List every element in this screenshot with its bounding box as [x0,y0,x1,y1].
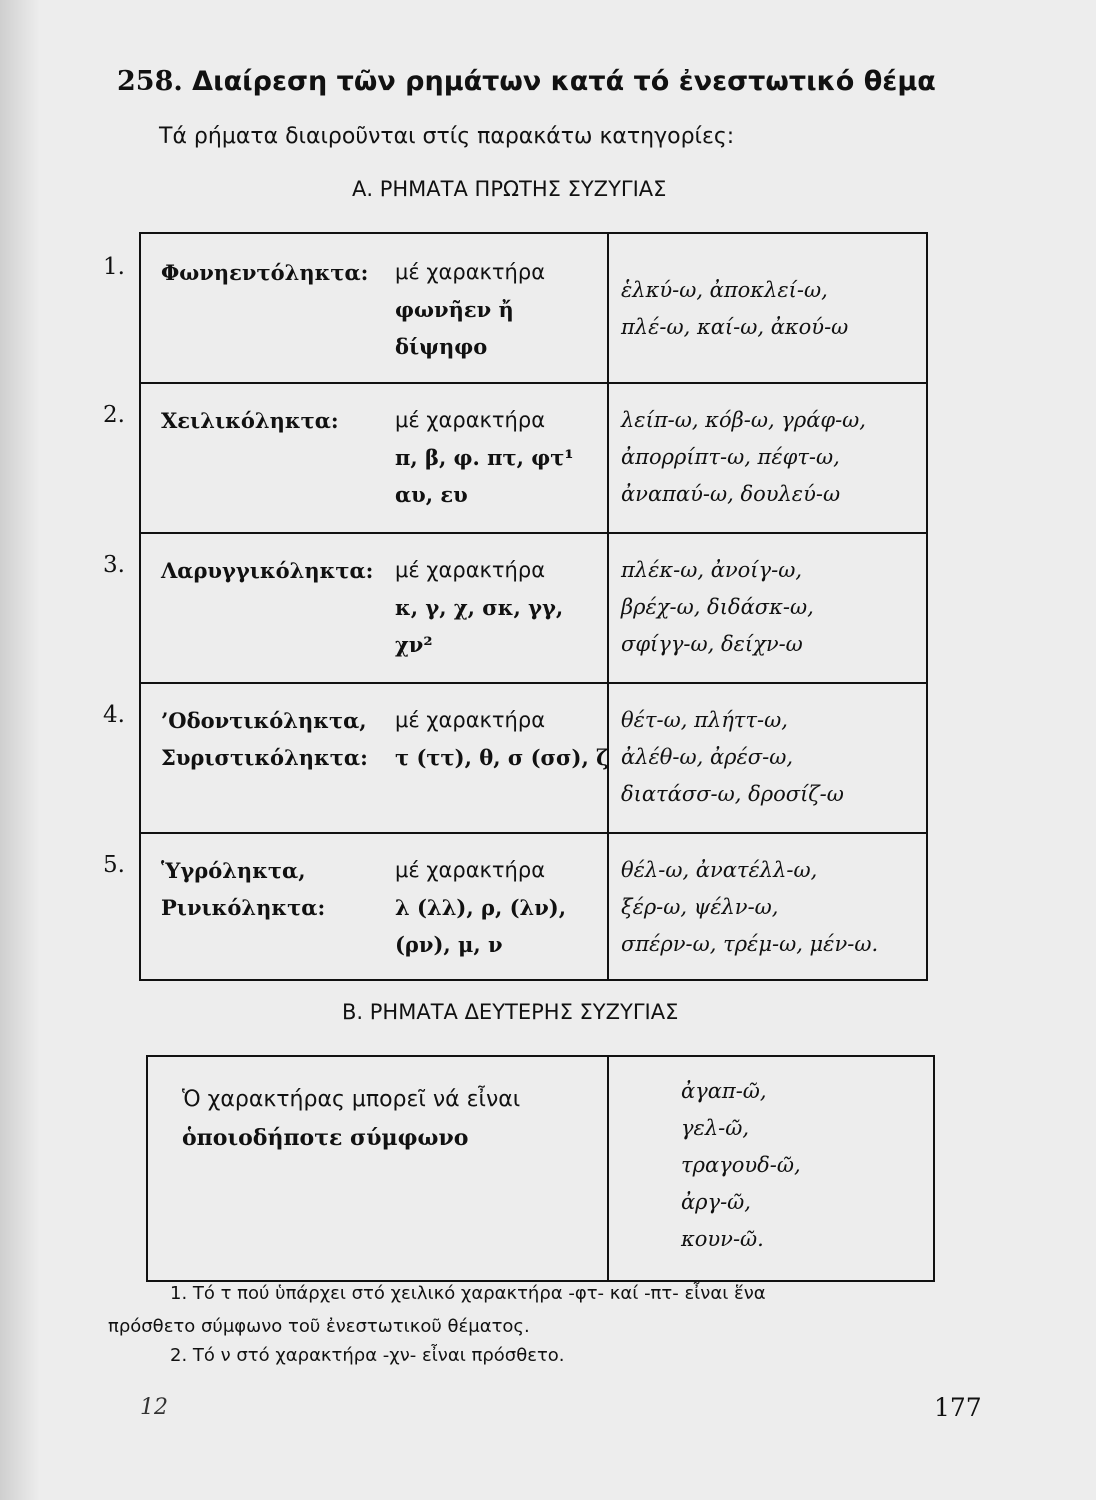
category [161,552,373,589]
section-title: Διαίρεση τῶν ρημάτων κατά τό ἐνεστωτικό θέμα [192,66,936,97]
category [161,852,325,926]
footnote-1-continued: πρόσθετο σύμφωνο τοῦ ἐνεστωτικοῦ θέματος. [108,1316,530,1337]
example-line: σπέρν-ω, τρέμ-ω, μέν-ω. [621,932,879,956]
desc-line: αυ, ευ [395,482,468,507]
desc-line: (ρν), μ, ν [395,932,503,957]
examples [621,402,866,513]
category-line: Λαρυγγικόληκτα: [161,558,374,583]
description [395,254,545,365]
description [395,552,563,663]
category [161,702,368,776]
intro-text: Τά ρήματα διαιροῦνται στίς παρακάτω κατηγορίες: [159,124,735,149]
desc-line: Ὁ χαρακτήρας μπορεῖ νά εἶναι [182,1087,521,1112]
example-line: βρέχ-ω, διδάσκ-ω, [621,595,814,619]
category-line: Συριστικόληκτα: [161,745,368,770]
column-divider [607,234,609,979]
row-divider [141,382,926,384]
signature-mark: 12 [140,1395,168,1420]
example-line: ἀγαπ-ῶ, [681,1079,767,1103]
example-line: διατάσσ-ω, δροσίζ-ω [621,782,844,806]
row-number: 1. [103,254,125,280]
example-line: πλέ-ω, καί-ω, ἀκού-ω [621,315,849,339]
example-line: τραγουδ-ῶ, [681,1153,801,1177]
desc-line: φωνῆεν ἤ [395,297,514,322]
row-divider [141,832,926,834]
table-second-conjugation [146,1055,935,1282]
section-b-title: Β. ΡΗΜΑΤΑ ΔΕΥΤΕΡΗΣ ΣΥΖΥΓΙΑΣ [342,1000,679,1024]
table-first-conjugation [103,232,928,981]
examples [621,552,814,663]
category-line: ’Οδοντικόληκτα, [161,708,367,733]
example-line: κουν-ῶ. [681,1227,764,1251]
description [182,1081,520,1157]
desc-line: λ (λλ), ρ, (λν), [395,895,567,920]
row-divider [141,532,926,534]
category-line: Φωνηεντόληκτα: [161,260,369,285]
example-line: πλέκ-ω, ἀνοίγ-ω, [621,558,802,582]
example-line: θέλ-ω, ἀνατέλλ-ω, [621,858,818,882]
section-number: 258. [117,66,183,97]
desc-intro: μέ χαρακτήρα [395,708,546,732]
desc-bold: ὁποιοδήποτε σύμφωνο [182,1125,469,1151]
example-line: γελ-ῶ, [681,1116,750,1140]
example-line: ἀπορρίπτ-ω, πέφτ-ω, [621,445,840,469]
section-a-title: Α. ΡΗΜΑΤΑ ΠΡΩΤΗΣ ΣΥΖΥΓΙΑΣ [352,177,667,201]
category-line: Ρινικόληκτα: [161,895,326,920]
desc-intro: μέ χαρακτήρα [395,260,546,284]
footnote-2: 2. Τό ν στό χαρακτήρα -χν- εἶναι πρόσθετο. [170,1345,565,1366]
example-line: σφίγγ-ω, δείχν-ω [621,632,803,656]
category-line: Ὑγρόληκτα, [161,858,306,883]
desc-line: π, β, φ. πτ, φτ¹ [395,445,574,470]
category [161,402,339,439]
example-line: ἀλέθ-ω, ἀρέσ-ω, [621,745,793,769]
desc-intro: μέ χαρακτήρα [395,558,546,582]
description [395,852,566,963]
example-line: ἑλκύ-ω, ἀποκλεί-ω, [621,278,828,302]
description [395,402,574,513]
footnote-1: 1. Τό τ πού ὑπάρχει στό χειλικό χαρακτήρα -φτ- καί -πτ- εἶναι ἕνα [170,1283,766,1304]
desc-line: τ (ττ), θ, σ (σσ), ζ [395,745,609,770]
examples [621,702,844,813]
category [161,254,368,291]
column-divider [607,1057,609,1280]
row-number: 3. [103,552,125,578]
example-line: ἀργ-ῶ, [681,1190,751,1214]
example-line: λείπ-ω, κόβ-ω, γράφ-ω, [621,408,866,432]
page-number: 177 [934,1393,982,1422]
desc-intro: μέ χαρακτήρα [395,858,546,882]
example-line: ξέρ-ω, ψέλν-ω, [621,895,779,919]
examples [681,1073,801,1258]
desc-intro: μέ χαρακτήρα [395,408,546,432]
examples [621,852,878,963]
example-line: θέτ-ω, πλήττ-ω, [621,708,788,732]
page-edge [0,0,40,1500]
row-number: 5. [103,852,125,878]
example-line: ἀναπαύ-ω, δουλεύ-ω [621,482,841,506]
row-number: 2. [103,402,125,428]
row-number: 4. [103,702,125,728]
desc-line: κ, γ, χ, σκ, γγ, [395,595,564,620]
desc-line: δίψηφο [395,334,488,359]
desc-line: χν² [395,632,433,657]
section-heading [117,66,936,97]
row-divider [141,682,926,684]
category-line: Χειλικόληκτα: [161,408,339,433]
description [395,702,609,776]
examples [621,272,848,346]
